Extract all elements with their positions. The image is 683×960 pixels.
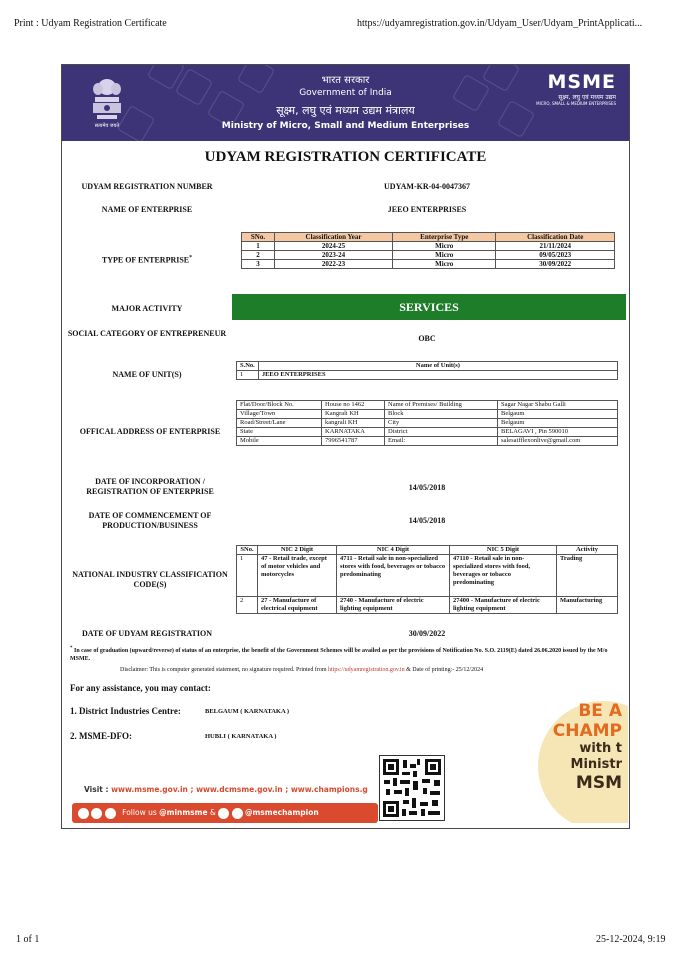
cell: Flat/Door/Block No. <box>237 401 322 410</box>
table-header: NIC 2 Digit <box>258 546 337 555</box>
reg-number-value: UDYAM-KR-04-0047367 <box>384 182 470 191</box>
msme-logo-sub: MICRO, SMALL & MEDIUM ENTERPRISES <box>536 101 616 106</box>
youtube-icon[interactable] <box>105 808 116 819</box>
udyam-date-label: DATE OF UDYAM REGISTRATION <box>81 629 212 638</box>
incorporation-value: 14/05/2018 <box>408 483 446 492</box>
table-row <box>237 428 618 437</box>
units-label: NAME OF UNIT(S) <box>112 370 182 379</box>
ministry-text: Ministry of Micro, Small and Medium Enterprises <box>221 121 470 131</box>
table-header: SNo. <box>242 233 275 242</box>
cell: 2 <box>242 251 275 260</box>
table-row <box>237 371 618 380</box>
table-row <box>237 419 618 428</box>
enterprise-type-label: TYPE OF ENTERPRISE* <box>101 255 193 265</box>
cell: Trading <box>557 555 618 597</box>
cell: House no 1462 <box>322 401 385 410</box>
commencement-label: DATE OF COMMENCEMENT OF PRODUCTION/BUSINESS <box>88 511 212 530</box>
disclaimer: Disclaimer: This is computer generated statement, no signature required. Printed from https://udyamregistration.gov.in & Date of printing:- 25/12/2024 <box>120 667 484 673</box>
promo-line: MSM <box>575 773 622 793</box>
follow-bar: Follow us @minmsme & @msmechampion <box>72 803 378 823</box>
incorporation-label: DATE OF INCORPORATION / REGISTRATION OF ENTERPRISE <box>86 477 214 496</box>
hindi-ministry-text: सूक्ष्म, लघु एवं मध्यम उद्यम मंत्रालय <box>276 104 415 117</box>
table-header: NIC 5 Digit <box>450 546 557 555</box>
print-datetime: 25-12-2024, 9:19 <box>596 934 666 945</box>
cell: JEEO ENTERPRISES <box>258 371 617 380</box>
dfo-value: HUBLI ( KARNATAKA ) <box>205 733 277 740</box>
table-header: Name of Unit(s) <box>258 362 617 371</box>
print-title: Print : Udyam Registration Certificate <box>14 18 167 29</box>
qr-code-icon <box>379 755 445 821</box>
cell: Village/Town <box>237 410 322 419</box>
cell: Manufacturing <box>557 597 618 614</box>
cell: Road/Street/Lane <box>237 419 322 428</box>
cell: 1 <box>237 555 258 597</box>
cell: Block <box>385 410 498 419</box>
nic-table <box>236 545 618 614</box>
social-category-value: OBC <box>418 334 436 343</box>
cell: Micro <box>393 260 496 269</box>
facebook-icon-2[interactable] <box>218 808 229 819</box>
header-band <box>62 65 629 141</box>
social-category-label: SOCIAL CATEGORY OF ENTREPRENEUR <box>67 329 227 338</box>
cell: 4711 - Retail sale in non-specialized stores with food, beverages or tobacco predominating <box>337 555 450 597</box>
dic-value: BELGAUM ( KARNATAKA ) <box>205 708 290 715</box>
units-table <box>236 361 618 380</box>
udyam-date-value: 30/09/2022 <box>408 629 446 638</box>
cell: State <box>237 428 322 437</box>
graduation-note: * In case of graduation (upward/reverse) of status of an enterprise, the benefit of the Government Schemes will be availed as per the provisions of Notification No. S.O. 2119(E) dated 26.06.2020 issued by the M/o MSME. <box>70 646 608 662</box>
cell: 27400 - Manufacture of electric lighting equipment <box>450 597 557 614</box>
cell: 27 - Manufacture of electrical equipment <box>258 597 337 614</box>
cell: Micro <box>393 242 496 251</box>
table-row <box>237 555 618 597</box>
handle-minmsme[interactable]: @minmsme <box>159 808 208 817</box>
table-header: SNo. <box>237 546 258 555</box>
cell: 2023-24 <box>275 251 393 260</box>
cell: kangrali KH <box>322 419 385 428</box>
table-row <box>242 260 615 269</box>
table-row <box>242 242 615 251</box>
reg-number-label: UDYAM REGISTRATION NUMBER <box>81 182 213 191</box>
page-count: 1 of 1 <box>16 934 40 945</box>
table-row <box>237 410 618 419</box>
msme-logo-text: MSME <box>547 71 616 93</box>
cell: Name of Premises/ Building <box>385 401 498 410</box>
table-row <box>237 437 618 446</box>
promo-line: Ministr <box>570 757 622 772</box>
promo-line: BE A <box>578 701 622 721</box>
address-label: OFFICAL ADDRESS OF ENTERPRISE <box>79 427 221 436</box>
table-row <box>237 401 618 410</box>
certificate <box>61 64 630 829</box>
champions-promo <box>530 693 628 823</box>
contact-heading: For any assistance, you may contact: <box>70 683 211 693</box>
handle-msmechampions[interactable]: @msmechampion <box>244 808 319 817</box>
promo-line: CHAMP <box>552 721 622 741</box>
cell: Sagar Nagar Shabu Galli <box>498 401 618 410</box>
classification-table <box>241 232 615 269</box>
government-text: Government of India <box>299 88 392 98</box>
cell: BELAGAVI , Pin 590010 <box>498 428 618 437</box>
cell: KARNATAKA <box>322 428 385 437</box>
cell: 1 <box>242 242 275 251</box>
cell: Belgaum <box>498 419 618 428</box>
table-row <box>237 597 618 614</box>
cell: Kangrali KH <box>322 410 385 419</box>
cell: 3 <box>242 260 275 269</box>
certificate-title: UDYAM REGISTRATION CERTIFICATE <box>204 149 487 165</box>
hindi-government-text: भारत सरकार <box>321 75 370 86</box>
cell: 47 - Retail trade, except of motor vehicles and motorcycles <box>258 555 337 597</box>
dic-label: 1. District Industries Centre: <box>70 706 181 716</box>
cell: Mobile <box>237 437 322 446</box>
emblem-text: सत्यमेव जयते <box>94 123 120 129</box>
cell: 1 <box>237 371 259 380</box>
cell: salesaifflexonlive@gmail.com <box>498 437 618 446</box>
table-header: Classification Date <box>496 233 615 242</box>
commencement-value: 14/05/2018 <box>408 516 446 525</box>
disclaimer-link[interactable]: https://udyamregistration.gov.in <box>328 667 405 673</box>
cell: District <box>385 428 498 437</box>
msme-logo-hindi: सूक्ष्म, लघु एवं मध्यम उद्यम <box>558 94 616 101</box>
cell: 2 <box>237 597 258 614</box>
facebook-icon[interactable] <box>78 808 89 819</box>
cell: City <box>385 419 498 428</box>
dfo-label: 2. MSME-DFO: <box>70 731 132 741</box>
table-header: Enterprise Type <box>393 233 496 242</box>
visit-line: Visit : www.msme.gov.in ; www.dcmsme.gov.in ; www.champions.g <box>84 785 368 794</box>
enterprise-name-value: JEEO ENTERPRISES <box>387 205 467 214</box>
twitter-icon[interactable] <box>232 808 243 819</box>
cell: 21/11/2024 <box>496 242 615 251</box>
table-header: Classification Year <box>275 233 393 242</box>
major-activity-value: SERVICES <box>232 294 626 320</box>
visit-links[interactable]: www.msme.gov.in ; www.dcmsme.gov.in ; www.champions.g <box>111 785 368 794</box>
promo-line: with t <box>579 741 622 756</box>
address-table <box>236 400 618 446</box>
table-row <box>242 251 615 260</box>
follow-label: Follow us <box>122 808 157 817</box>
cell: Belgaum <box>498 410 618 419</box>
major-activity-label: MAJOR ACTIVITY <box>111 304 183 313</box>
enterprise-name-label: NAME OF ENTERPRISE <box>101 205 193 214</box>
cell: Micro <box>393 251 496 260</box>
cell: 2022-23 <box>275 260 393 269</box>
cell: 2024-25 <box>275 242 393 251</box>
cell: 09/05/2023 <box>496 251 615 260</box>
print-url: https://udyamregistration.gov.in/Udyam_User/Udyam_PrintApplicati... <box>357 18 643 29</box>
cell: 47110 - Retail sale in non-specialized stores with food, beverages or tobacco predominating <box>450 555 557 597</box>
cell: 2740 - Manufacture of electric lighting equipment <box>337 597 450 614</box>
cell: Email: <box>385 437 498 446</box>
nic-label: NATIONAL INDUSTRY CLASSIFICATION CODE(S) <box>72 570 228 589</box>
msme-logo <box>520 71 616 106</box>
table-header: Activity <box>557 546 618 555</box>
cell: 7996541787 <box>322 437 385 446</box>
table-header: S.No. <box>237 362 259 371</box>
table-header: NIC 4 Digit <box>337 546 450 555</box>
instagram-icon[interactable] <box>91 808 102 819</box>
cell: 30/09/2022 <box>496 260 615 269</box>
